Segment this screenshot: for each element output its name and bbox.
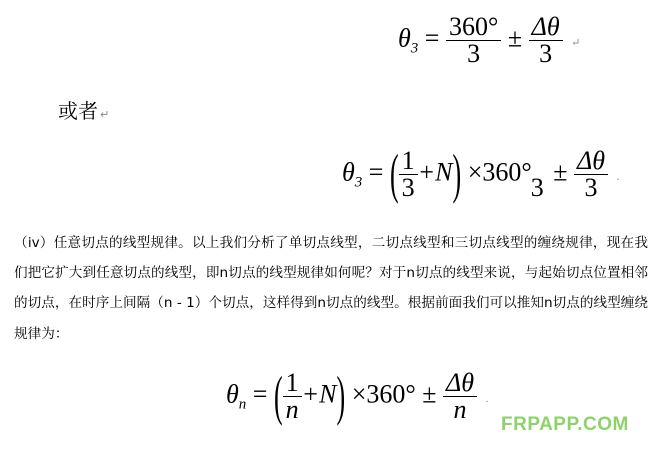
paragraph-mark: ↵ xyxy=(571,37,581,50)
body-paragraph: （iv）任意切点的线型规律。以上我们分析了单切点线型，二切点线型和三切点线型的缠绕规律，现在我们把它扩大到任意切点的线型，即n切点的线型规律如何呢？对于n切点的线型来说，与起始切点位置相邻的切点，在时序上间隔（n - 1）个切点，这样得到n切点的线型。根据前面我们可以推知n切点的线型缠绕规律为： xyxy=(14,235,648,342)
right-parenthesis: ) xyxy=(452,143,462,204)
equation-theta-n xyxy=(226,365,489,426)
fraction-numerator: Δθ xyxy=(443,370,477,397)
right-parenthesis: ) xyxy=(336,365,346,426)
fraction-numerator: Δθ xyxy=(574,148,608,175)
fraction-denominator: 3 xyxy=(530,173,544,202)
theta-subscript: 3 xyxy=(410,40,419,57)
fraction-denominator: n xyxy=(453,395,467,424)
times-360-term: ×360° xyxy=(467,157,532,187)
plus-n-term: +N xyxy=(417,157,453,187)
equals-sign: = xyxy=(424,23,440,53)
fraction-one-over-n xyxy=(283,370,302,423)
fraction-numerator: 1 xyxy=(283,370,302,397)
theta-symbol: θ xyxy=(226,379,239,409)
left-parenthesis: ( xyxy=(273,365,283,426)
fraction-numerator: 1 xyxy=(399,148,418,175)
theta-symbol: θ xyxy=(398,23,411,53)
equation-theta3-simple xyxy=(398,14,580,67)
watermark-logo: FRPAPP.COM xyxy=(501,414,629,435)
fraction-numerator: Δθ xyxy=(529,14,563,41)
fraction-one-third xyxy=(399,148,418,201)
left-parenthesis: ( xyxy=(389,143,399,204)
fraction-360-over-3 xyxy=(446,14,501,67)
fraction-delta-theta-over-3 xyxy=(529,14,563,67)
plus-minus-sign: ± xyxy=(507,23,523,53)
fraction-numerator: 360° xyxy=(446,14,501,41)
fraction-denominator: 3 xyxy=(401,173,415,202)
fraction-denominator: n xyxy=(285,395,299,424)
times-360-term: ×360° xyxy=(351,379,416,409)
theta-symbol: θ xyxy=(342,157,355,187)
fraction-delta-theta-over-n xyxy=(443,370,477,423)
fraction-denominator: 3 xyxy=(584,173,598,202)
or-text xyxy=(58,95,109,124)
theta-subscript: n xyxy=(238,396,247,413)
fraction-denominator: 3 xyxy=(539,39,553,68)
paragraph-mark: . xyxy=(485,393,489,406)
plus-n-term: +N xyxy=(301,379,337,409)
paragraph-mark: ↵ xyxy=(100,108,110,121)
theta-subscript: 3 xyxy=(354,174,363,191)
plus-minus-sign: ± xyxy=(553,157,568,187)
equals-sign: = xyxy=(252,379,268,409)
plus-minus-sign: ± xyxy=(422,379,437,409)
equals-sign: = xyxy=(368,157,384,187)
stray-denominator xyxy=(528,148,547,201)
fraction-delta-theta-over-3 xyxy=(574,148,608,201)
or-label: 或者 xyxy=(58,99,98,123)
equation-theta3-general xyxy=(342,143,620,204)
fraction-denominator: 3 xyxy=(467,39,481,68)
paragraph-mark: . xyxy=(616,171,620,184)
